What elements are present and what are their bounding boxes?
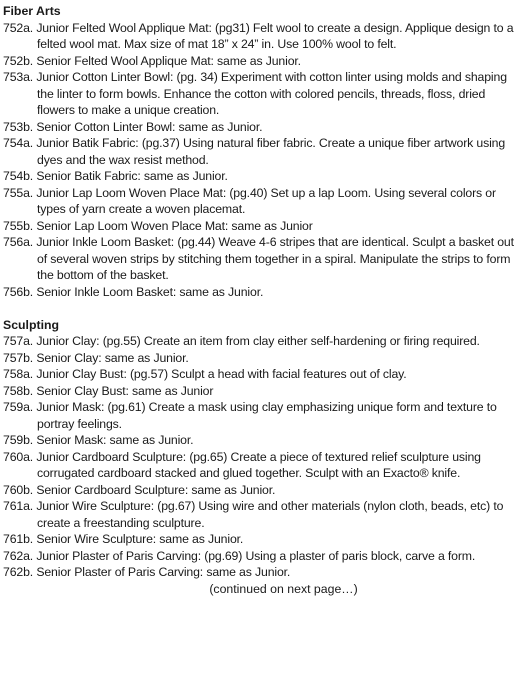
entry-code: 753b. — [3, 119, 34, 134]
entry-text: Junior Plaster of Paris Carving: (pg.69) Using a plaster of paris block, carve a form. — [36, 548, 476, 563]
entry-code: 754a. — [3, 136, 34, 150]
entry-code: 755a. — [3, 185, 34, 200]
section-heading: Fiber Arts — [3, 4, 61, 18]
entry-code: 753a. — [3, 70, 34, 84]
entry-text: Junior Cardboard Sculpture: (pg.65) Create a piece of textured relief sculpture using corrugated cardboard stacked and glued together. Sculpt with an Exacto® knife. — [36, 449, 481, 480]
entry-code: 758a. — [3, 367, 34, 381]
entry-item — [3, 53, 514, 70]
entry-code: 756a. — [3, 235, 34, 249]
entry-item — [3, 548, 514, 565]
entry-text: Junior Cotton Linter Bowl: (pg. 34) Experiment with cotton linter using molds and shaping the linter to form bowls. Enhance the cotton with colored pencils, threads, floss, dried flowers to make a unique creation. — [36, 70, 507, 117]
entry-item — [3, 185, 514, 218]
entry-item — [3, 119, 514, 136]
entry-code: 752a. — [3, 20, 34, 35]
entry-item — [3, 383, 514, 400]
entry-text: Junior Batik Fabric: (pg.37) Using natural fiber fabric. Create a unique fiber artwork using dyes and the wax resist method. — [36, 136, 506, 167]
entry-code: 761a. — [3, 499, 34, 513]
entry-code: 760a. — [3, 449, 34, 464]
entry-text: Senior Mask: same as Junior. — [36, 433, 194, 447]
entry-text: Senior Clay Bust: same as Junior — [36, 383, 214, 398]
entry-code: 762a. — [3, 548, 34, 563]
entry-item — [3, 333, 514, 350]
entry-text: Senior Plaster of Paris Carving: same as Junior. — [36, 565, 291, 579]
entry-item — [3, 218, 514, 235]
entry-code: 757b. — [3, 350, 34, 365]
section-heading: Sculpting — [3, 317, 60, 332]
entry-item — [3, 20, 514, 53]
continued-note: (continued on next page…) — [209, 581, 358, 596]
entry-code: 754b. — [3, 169, 34, 183]
entry-item — [3, 284, 514, 301]
entry-text: Junior Lap Loom Woven Place Mat: (pg.40) Set up a lap Loom. Using several colors or types of yarn create a woven placemat. — [36, 185, 496, 216]
entry-item — [3, 350, 514, 367]
entry-code: 752b. — [3, 53, 34, 68]
entry-item — [3, 366, 514, 383]
entry-item — [3, 498, 514, 531]
entry-text: Senior Cotton Linter Bowl: same as Junior. — [36, 119, 263, 134]
entry-item — [3, 168, 514, 185]
entry-text: Senior Felted Wool Applique Mat: same as Junior. — [36, 53, 301, 68]
entry-text: Senior Inkle Loom Basket: same as Junior. — [36, 284, 264, 299]
entry-code: 758b. — [3, 383, 34, 398]
entry-text: Senior Clay: same as Junior. — [36, 350, 189, 365]
entry-code: 757a. — [3, 334, 34, 348]
entry-item — [3, 449, 514, 482]
entry-code: 759a. — [3, 400, 34, 414]
entry-item — [3, 234, 514, 284]
entry-code: 761b. — [3, 532, 34, 546]
section-fiber-arts — [3, 3, 514, 300]
sections-container — [3, 3, 514, 581]
entry-text: Senior Wire Sculpture: same as Junior. — [36, 532, 244, 546]
entry-code: 759b. — [3, 433, 34, 447]
entry-text: Junior Mask: (pg.61) Create a mask using clay emphasizing unique form and texture to portray feelings. — [36, 400, 497, 431]
entry-code: 755b. — [3, 218, 34, 233]
entry-item — [3, 564, 514, 581]
section-sculpting — [3, 317, 514, 581]
entry-item — [3, 531, 514, 548]
entry-code: 760b. — [3, 482, 34, 497]
entry-text: Senior Batik Fabric: same as Junior. — [36, 169, 228, 183]
entry-text: Junior Inkle Loom Basket: (pg.44) Weave 4-6 stripes that are identical. Sculpt a basket out of several woven strips by stitching them together in a spiral. Manipulate the strips to form the bottom of the basket. — [36, 235, 514, 282]
entry-text: Junior Wire Sculpture: (pg.67) Using wire and other materials (nylon cloth, beads, etc) to create a freestanding sculpture. — [36, 499, 504, 530]
entry-code: 756b. — [3, 284, 34, 299]
entry-text: Junior Felted Wool Applique Mat: (pg31) Felt wool to create a design. Applique design to a felted wool mat. Max size of mat 18” x 24” in. Use 100% wool to felt. — [36, 20, 514, 51]
entry-text: Senior Cardboard Sculpture: same as Junior. — [36, 482, 276, 497]
entry-item — [3, 69, 514, 119]
entry-text: Senior Lap Loom Woven Place Mat: same as Junior — [36, 218, 313, 233]
entry-item — [3, 432, 514, 449]
entry-item — [3, 482, 514, 499]
entry-text: Junior Clay Bust: (pg.57) Sculpt a head with facial features out of clay. — [36, 367, 407, 381]
entry-code: 762b. — [3, 565, 34, 579]
entry-text: Junior Clay: (pg.55) Create an item from clay either self-hardening or firing required. — [36, 334, 480, 348]
entry-item — [3, 399, 514, 432]
entry-item — [3, 135, 514, 168]
